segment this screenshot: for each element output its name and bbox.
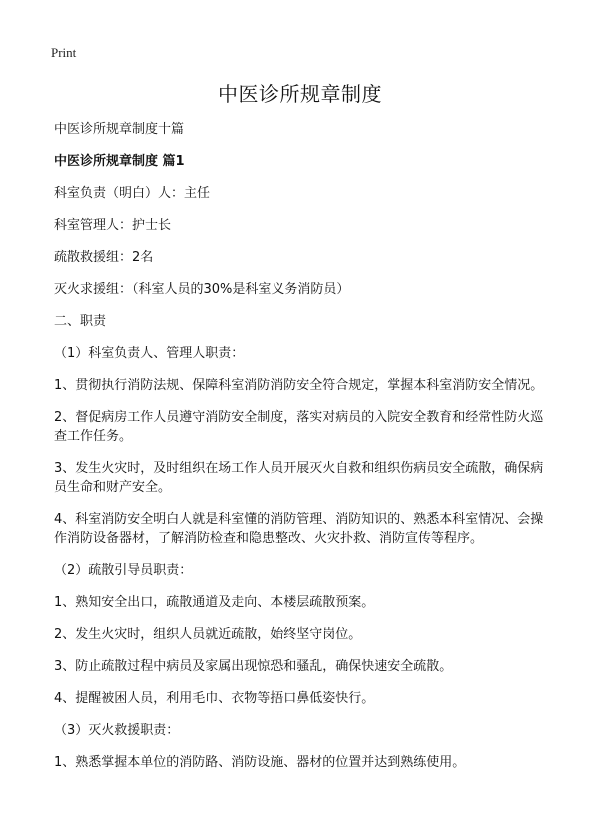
paragraph-firefighting-duties-heading: （3）灭火救援职责： xyxy=(54,723,180,738)
paragraph-duties-heading: 二、职责 xyxy=(54,314,107,329)
print-label: Print xyxy=(51,45,77,60)
document-body xyxy=(54,120,554,785)
paragraph-responsible-person: 科室负责（明白）人：主任 xyxy=(54,186,211,201)
paragraph-manager-duties-heading: （1）科室负责人、管理人职责： xyxy=(54,346,245,361)
paragraph-manager-duty-3: 3、发生火灾时，及时组织在场工作人员开展灭火自救和组织伤病员安全疏散，确保病员生命和财产安全。 xyxy=(54,461,544,495)
paragraph-manager-duty-2: 2、督促病房工作人员遵守消防安全制度，落实对病员的入院安全教育和经常性防火巡查工作任务。 xyxy=(54,410,544,444)
paragraph-evacuation-duties-heading: （2）疏散引导员职责： xyxy=(54,563,193,578)
paragraph-manager-duty-4: 4、科室消防安全明白人就是科室懂的消防管理、消防知识的、熟悉本科室情况、会操作消防设备器材，了解消防检查和隐患整改、火灾扑救、消防宣传等程序。 xyxy=(54,512,544,546)
paragraph-evacuation-duty-1: 1、熟知安全出口，疏散通道及走向、本楼层疏散预案。 xyxy=(54,595,375,610)
paragraph-evacuation-team: 疏散救援组：2名 xyxy=(54,250,154,265)
paragraph-evacuation-duty-4: 4、提醒被困人员，利用毛巾、衣物等捂口鼻低姿快行。 xyxy=(54,691,375,706)
document-subtitle: 中医诊所规章制度十篇 xyxy=(54,122,185,137)
paragraph-firefighting-team: 灭火求援组：（科室人员的30%是科室义务消防员） xyxy=(54,282,350,297)
paragraph-department-manager: 科室管理人：护士长 xyxy=(54,218,172,233)
paragraph-manager-duty-1: 1、贯彻执行消防法规、保障科室消防消防安全符合规定，掌握本科室消防安全情况。 xyxy=(54,378,544,393)
paragraph-firefighting-duty-1: 1、熟悉掌握本单位的消防路、消防设施、器材的位置并达到熟练使用。 xyxy=(54,755,466,770)
document-title: 中医诊所规章制度 xyxy=(218,82,382,106)
paragraph-evacuation-duty-2: 2、发生火灾时，组织人员就近疏散，始终坚守岗位。 xyxy=(54,627,362,642)
section-heading: 中医诊所规章制度 篇1 xyxy=(54,154,185,169)
paragraph-evacuation-duty-3: 3、防止疏散过程中病员及家属出现惊恐和骚乱，确保快速安全疏散。 xyxy=(54,659,453,674)
